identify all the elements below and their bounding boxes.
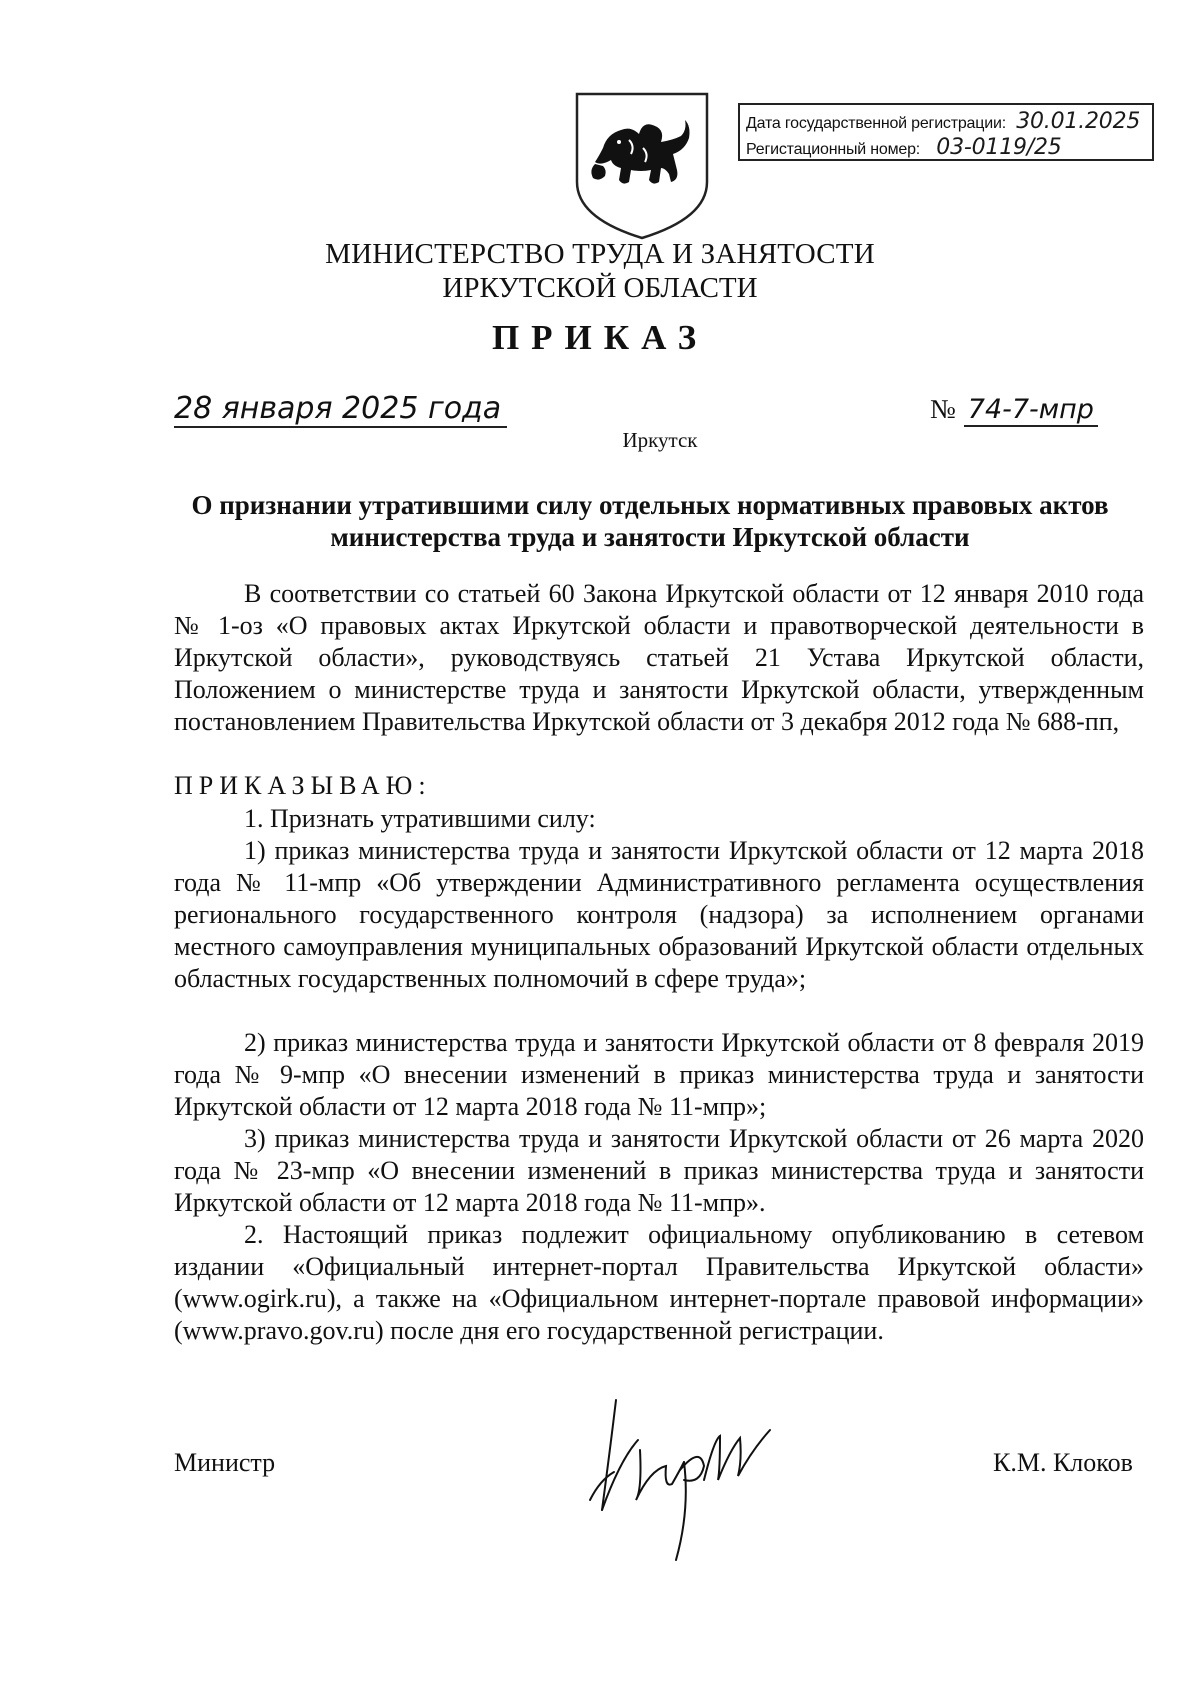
handwritten-signature — [580, 1380, 800, 1580]
registration-date-row — [746, 109, 1148, 135]
document-title: О признании утратившими силу отдельных нормативных правовых актов министерства труда и занятости Иркутской области — [191, 490, 1109, 552]
document-number — [930, 394, 1098, 425]
item-1: 1. Признать утратившими силу: — [244, 804, 596, 833]
signer-role: Министр — [174, 1448, 276, 1477]
city-name: Иркутск — [622, 428, 698, 452]
document-number-handwritten: 74-7-мпр — [964, 394, 1098, 427]
registration-date-value: 30.01.2025 — [1016, 109, 1141, 134]
order-word: ПРИКАЗЫВАЮ: — [174, 771, 432, 800]
ministry-name-line2: ИРКУТСКОЙ ОБЛАСТИ — [442, 272, 758, 304]
registration-stamp — [738, 103, 1154, 161]
signer-name: К.М. Клоков — [993, 1448, 1133, 1477]
registration-number-row — [746, 135, 1148, 161]
document-type-heading: ПРИКАЗ — [491, 318, 709, 357]
item-1-3: 3) приказ министерства труда и занятости Иркутской области от 26 марта 2020 года № 23-мпр «О внесении изменений в приказ министерства труда и занятости Иркутской области от 12 марта 2018 года № 11-мпр». — [174, 1124, 1144, 1217]
registration-date-label: Дата государственной регистрации: — [746, 115, 1006, 132]
intro-paragraph: В соответствии со статьей 60 Закона Иркутской области от 12 января 2010 года № 1-оз «О правовых актах Иркутской области и правотворческой деятельности в Иркутской области», руководствуясь статьей 21 Устава Иркутской области, Положением о министерстве труда и занятости Иркутской области, утвержденным постановлением Правительства Иркутской области от 3 декабря 2012 года № 688-пп, — [174, 579, 1144, 736]
item-1-1: 1) приказ министерства труда и занятости Иркутской области от 12 марта 2018 года № 11-мпр «Об утверждении Административного регламента осуществления регионального государственного контроля (надзора) за исполнением органами местного самоуправления муниципальных образований Иркутской области отдельных областных государственных полномочий в сфере труда»; — [174, 836, 1144, 993]
item-1-2: 2) приказ министерства труда и занятости Иркутской области от 8 февраля 2019 года № 9-мпр «О внесении изменений в приказ министерства труда и занятости Иркутской области от 12 марта 2018 года № 11-мпр»; — [174, 1028, 1144, 1121]
ministry-name-line1: МИНИСТЕРСТВО ТРУДА И ЗАНЯТОСТИ — [325, 238, 875, 270]
document-date-handwritten: 28 января 2025 года — [174, 392, 507, 428]
registration-number-value: 03-0119/25 — [930, 135, 1067, 161]
item-2: 2. Настоящий приказ подлежит официальному опубликованию в сетевом издании «Официальный интернет-портал Правительства Иркутской области» (www.ogirk.ru), а также на «Официальном интернет-портале правовой информации» (www.pravo.gov.ru) после дня его государственной регистрации. — [174, 1220, 1144, 1345]
registration-number-label: Регистационный номер: — [746, 141, 921, 158]
coat-of-arms-emblem — [573, 90, 711, 242]
number-sign: № — [930, 394, 956, 424]
